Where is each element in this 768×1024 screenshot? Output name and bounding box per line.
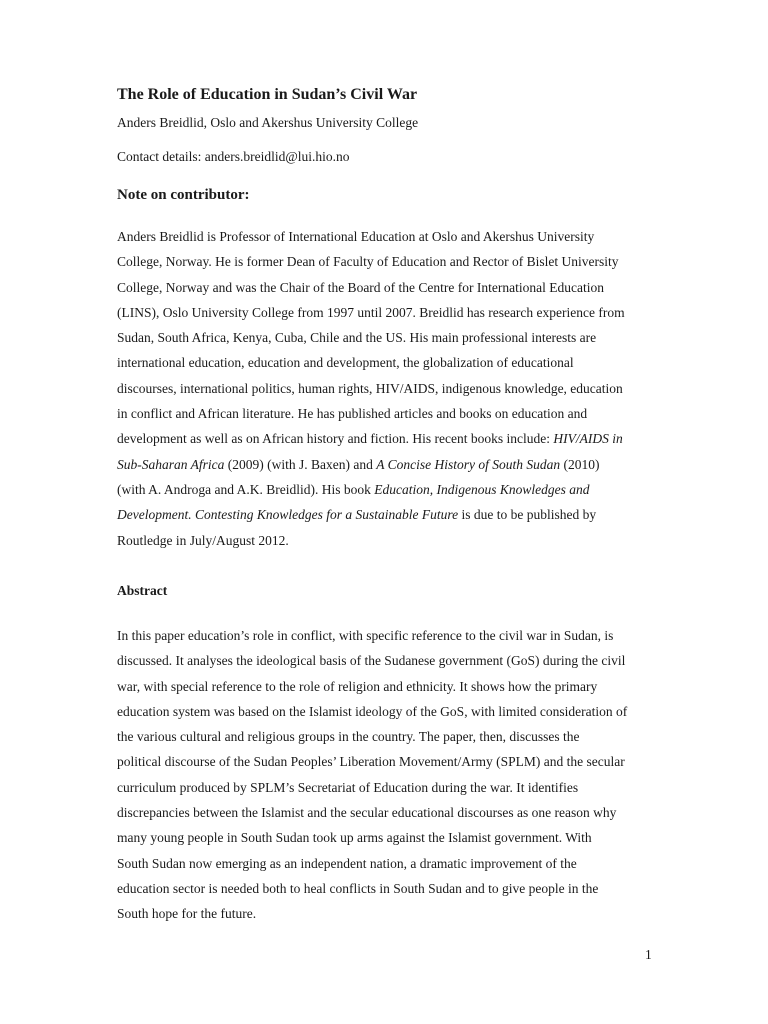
abstract-line: In this paper education’s role in conflict, with specific reference to the civil war in Sudan, is — [117, 628, 614, 643]
bio-line: College, Norway and was the Chair of the Board of the Centre for International Education — [117, 279, 604, 295]
bio-line: Routledge in July/August 2012. — [117, 532, 289, 548]
abstract-line: many young people in South Sudan took up arms against the Islamist government. With — [117, 830, 592, 846]
abstract-line: the various cultural and religious groups in the country. The paper, then, discusses the — [117, 729, 580, 745]
abstract-line: South hope for the future. — [117, 906, 257, 922]
bio-line: (LINS), Oslo University College from 1997 until 2007. Breidlid has research experience from — [117, 304, 625, 320]
book-title-education-cont: Development. Contesting Knowledges for a Sustainable Future — [117, 507, 459, 523]
abstract-line: education sector is needed both to heal conflicts in South Sudan and to give people in the — [117, 880, 599, 896]
bio-line: in conflict and African literature. He has published articles and books on education and — [117, 406, 588, 422]
book-title-south-sudan: A Concise History of South Sudan — [376, 456, 561, 472]
abstract-line: discrepancies between the Islamist and the secular educational discourses as one reason why — [117, 805, 617, 821]
abstract-heading: Abstract — [117, 583, 168, 598]
book-title-hiv-aids-cont: Sub-Saharan Africa — [117, 456, 225, 472]
bio-line: Development. Contesting Knowledges for a Sustainable Future is due to be published by — [117, 507, 597, 523]
contributor-bio — [117, 224, 657, 553]
abstract-body — [117, 623, 657, 927]
bio-line: international education, education and development, the globalization of educational — [117, 355, 574, 371]
bio-line: Sudan, South Africa, Kenya, Cuba, Chile and the US. His main professional interests are — [117, 330, 597, 346]
contact-details: Contact details: anders.breidlid@lui.hio.no — [117, 149, 350, 164]
bio-line: discourses, international politics, human rights, HIV/AIDS, indigenous knowledge, education — [117, 380, 623, 396]
abstract-line: war, with special reference to the role of religion and ethnicity. It shows how the primary — [117, 678, 598, 694]
bio-line: (with A. Androga and A.K. Breidlid). His book Education, Indigenous Knowledges and — [117, 481, 590, 497]
bio-line: College, Norway. He is former Dean of Faculty of Education and Rector of Bislet University — [117, 254, 619, 270]
page-number: 1 — [645, 947, 652, 962]
book-title-education: Education, Indigenous Knowledges and — [374, 481, 590, 497]
abstract-line: South Sudan now emerging as an independent nation, a dramatic improvement of the — [117, 855, 577, 871]
bio-line: Anders Breidlid is Professor of International Education at Oslo and Akershus University — [117, 229, 595, 244]
bio-line: development as well as on African history and fiction. His recent books include: HIV/AIDS in — [117, 431, 623, 447]
book-title-hiv-aids: HIV/AIDS in — [553, 431, 623, 447]
abstract-line: political discourse of the Sudan Peoples’ Liberation Movement/Army (SPLM) and the secular — [117, 754, 625, 770]
note-on-contributor-heading: Note on contributor: — [117, 187, 250, 203]
bio-line: Sub-Saharan Africa (2009) (with J. Baxen) and A Concise History of South Sudan (2010) — [117, 456, 600, 472]
paper-title: The Role of Education in Sudan’s Civil War — [117, 86, 418, 103]
abstract-line: curriculum produced by SPLM’s Secretariat of Education during the war. It identifies — [117, 779, 579, 795]
abstract-line: education system was based on the Islamist ideology of the GoS, with limited consideration of — [117, 703, 628, 719]
author-affiliation: Anders Breidlid, Oslo and Akershus University College — [117, 115, 419, 130]
abstract-line: discussed. It analyses the ideological basis of the Sudanese government (GoS) during the civil — [117, 653, 626, 669]
